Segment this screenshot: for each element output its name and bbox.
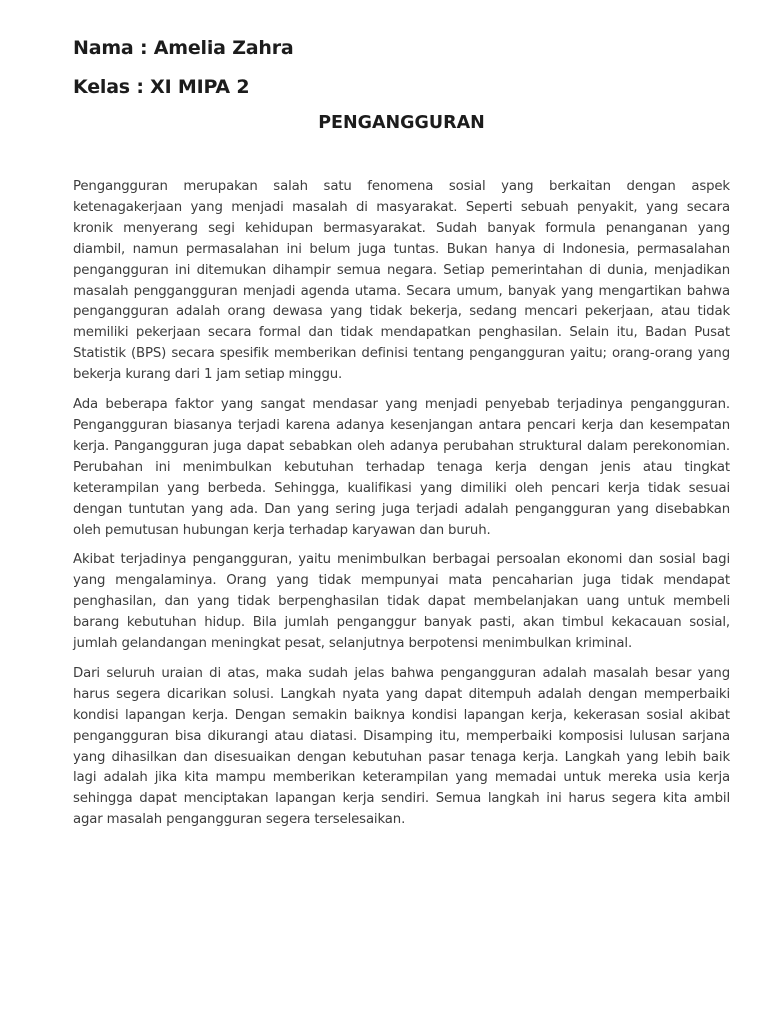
student-class: Kelas : XI MIPA 2 — [73, 76, 250, 98]
document-page — [73, 34, 730, 840]
paragraph-causes: Ada beberapa faktor yang sangat mendasar yang menjadi penyebab terjadinya pengangguran. Pengangguran biasanya terjadi karena adanya kesenjangan antara pencari kerja dan kesempatan kerja. Pangangguran juga dapat sebabkan oleh adanya perubahan struktural dalam perekonomian. Perubahan ini menimbulkan kebutuhan terhadap tenaga kerja dengan jenis atau tingkat keterampilan yang berbeda. Sehingga, kualifikasi yang dimiliki oleh pencari kerja tidak sesuai dengan tuntutan yang ada. Dan yang sering juga terjadi adalah pengangguran yang disebabkan oleh pemutusan hubungan kerja terhadap karyawan dan buruh. — [73, 397, 730, 538]
paragraph-effects: Akibat terjadinya pengangguran, yaitu menimbulkan berbagai persoalan ekonomi dan sosial bagi yang mengalaminya. Orang yang tidak mempunyai mata pencaharian juga tidak mendapat penghasilan, dan yang tidak berpenghasilan tidak dapat membelanjakan uang untuk membeli barang kebutuhan hidup. Bila jumlah penganggur banyak pasti, akan timbul kekacauan sosial, jumlah gelandangan meningkat pesat, selanjutnya berpotensi menimbulkan kriminal. — [73, 552, 730, 652]
essay-body — [73, 177, 730, 831]
student-name: Nama : Amelia Zahra — [73, 37, 294, 59]
paragraph-definition: Pengangguran merupakan salah satu fenomena sosial yang berkaitan dengan aspek ketenagakerjaan yang menjadi masalah di masyarakat. Seperti sebuah penyakit, yang secara kronik menyerang segi kehidupan bermasyarakat. Sudah banyak formula penanganan yang diambil, namun permasalahan ini belum juga tuntas. Bukan hanya di Indonesia, permasalahan pengangguran ini ditemukan dihampir semua negara. Setiap pemerintahan di dunia, menjadikan masalah penggangguran menjadi agenda utama. Secara umum, banyak yang mengartikan bahwa pengangguran adalah orang dewasa yang tidak bekerja, sedang mencari pekerjaan, atau tidak memiliki pekerjaan secara formal dan tidak mendapatkan penghasilan. Selain itu, Badan Pusat Statistik (BPS) secara spesifik memberikan definisi tentang pengangguran yaitu; orang-orang yang bekerja kurang dari 1 jam setiap minggu. — [73, 179, 730, 383]
paragraph-conclusion: Dari seluruh uraian di atas, maka sudah jelas bahwa pengangguran adalah masalah besar yang harus segera dicarikan solusi. Langkah nyata yang dapat ditempuh adalah dengan memperbaiki kondisi lapangan kerja. Dengan semakin baiknya kondisi lapangan kerja, kekerasan sosial akibat pengangguran bisa dikurangi atau diatasi. Disamping itu, memperbaiki komposisi lulusan sarjana yang dihasilkan dan disesuaikan dengan kebutuhan pasar tenaga kerja. Langkah yang lebih baik lagi adalah jika kita mampu memberikan keterampilan yang memadai untuk mereka usia kerja sehingga dapat menciptakan lapangan kerja sendiri. Semua langkah ini harus segera kita ambil agar masalah pengangguran segera terselesaikan. — [73, 665, 730, 828]
document-title: PENGANGGURAN — [318, 113, 485, 133]
